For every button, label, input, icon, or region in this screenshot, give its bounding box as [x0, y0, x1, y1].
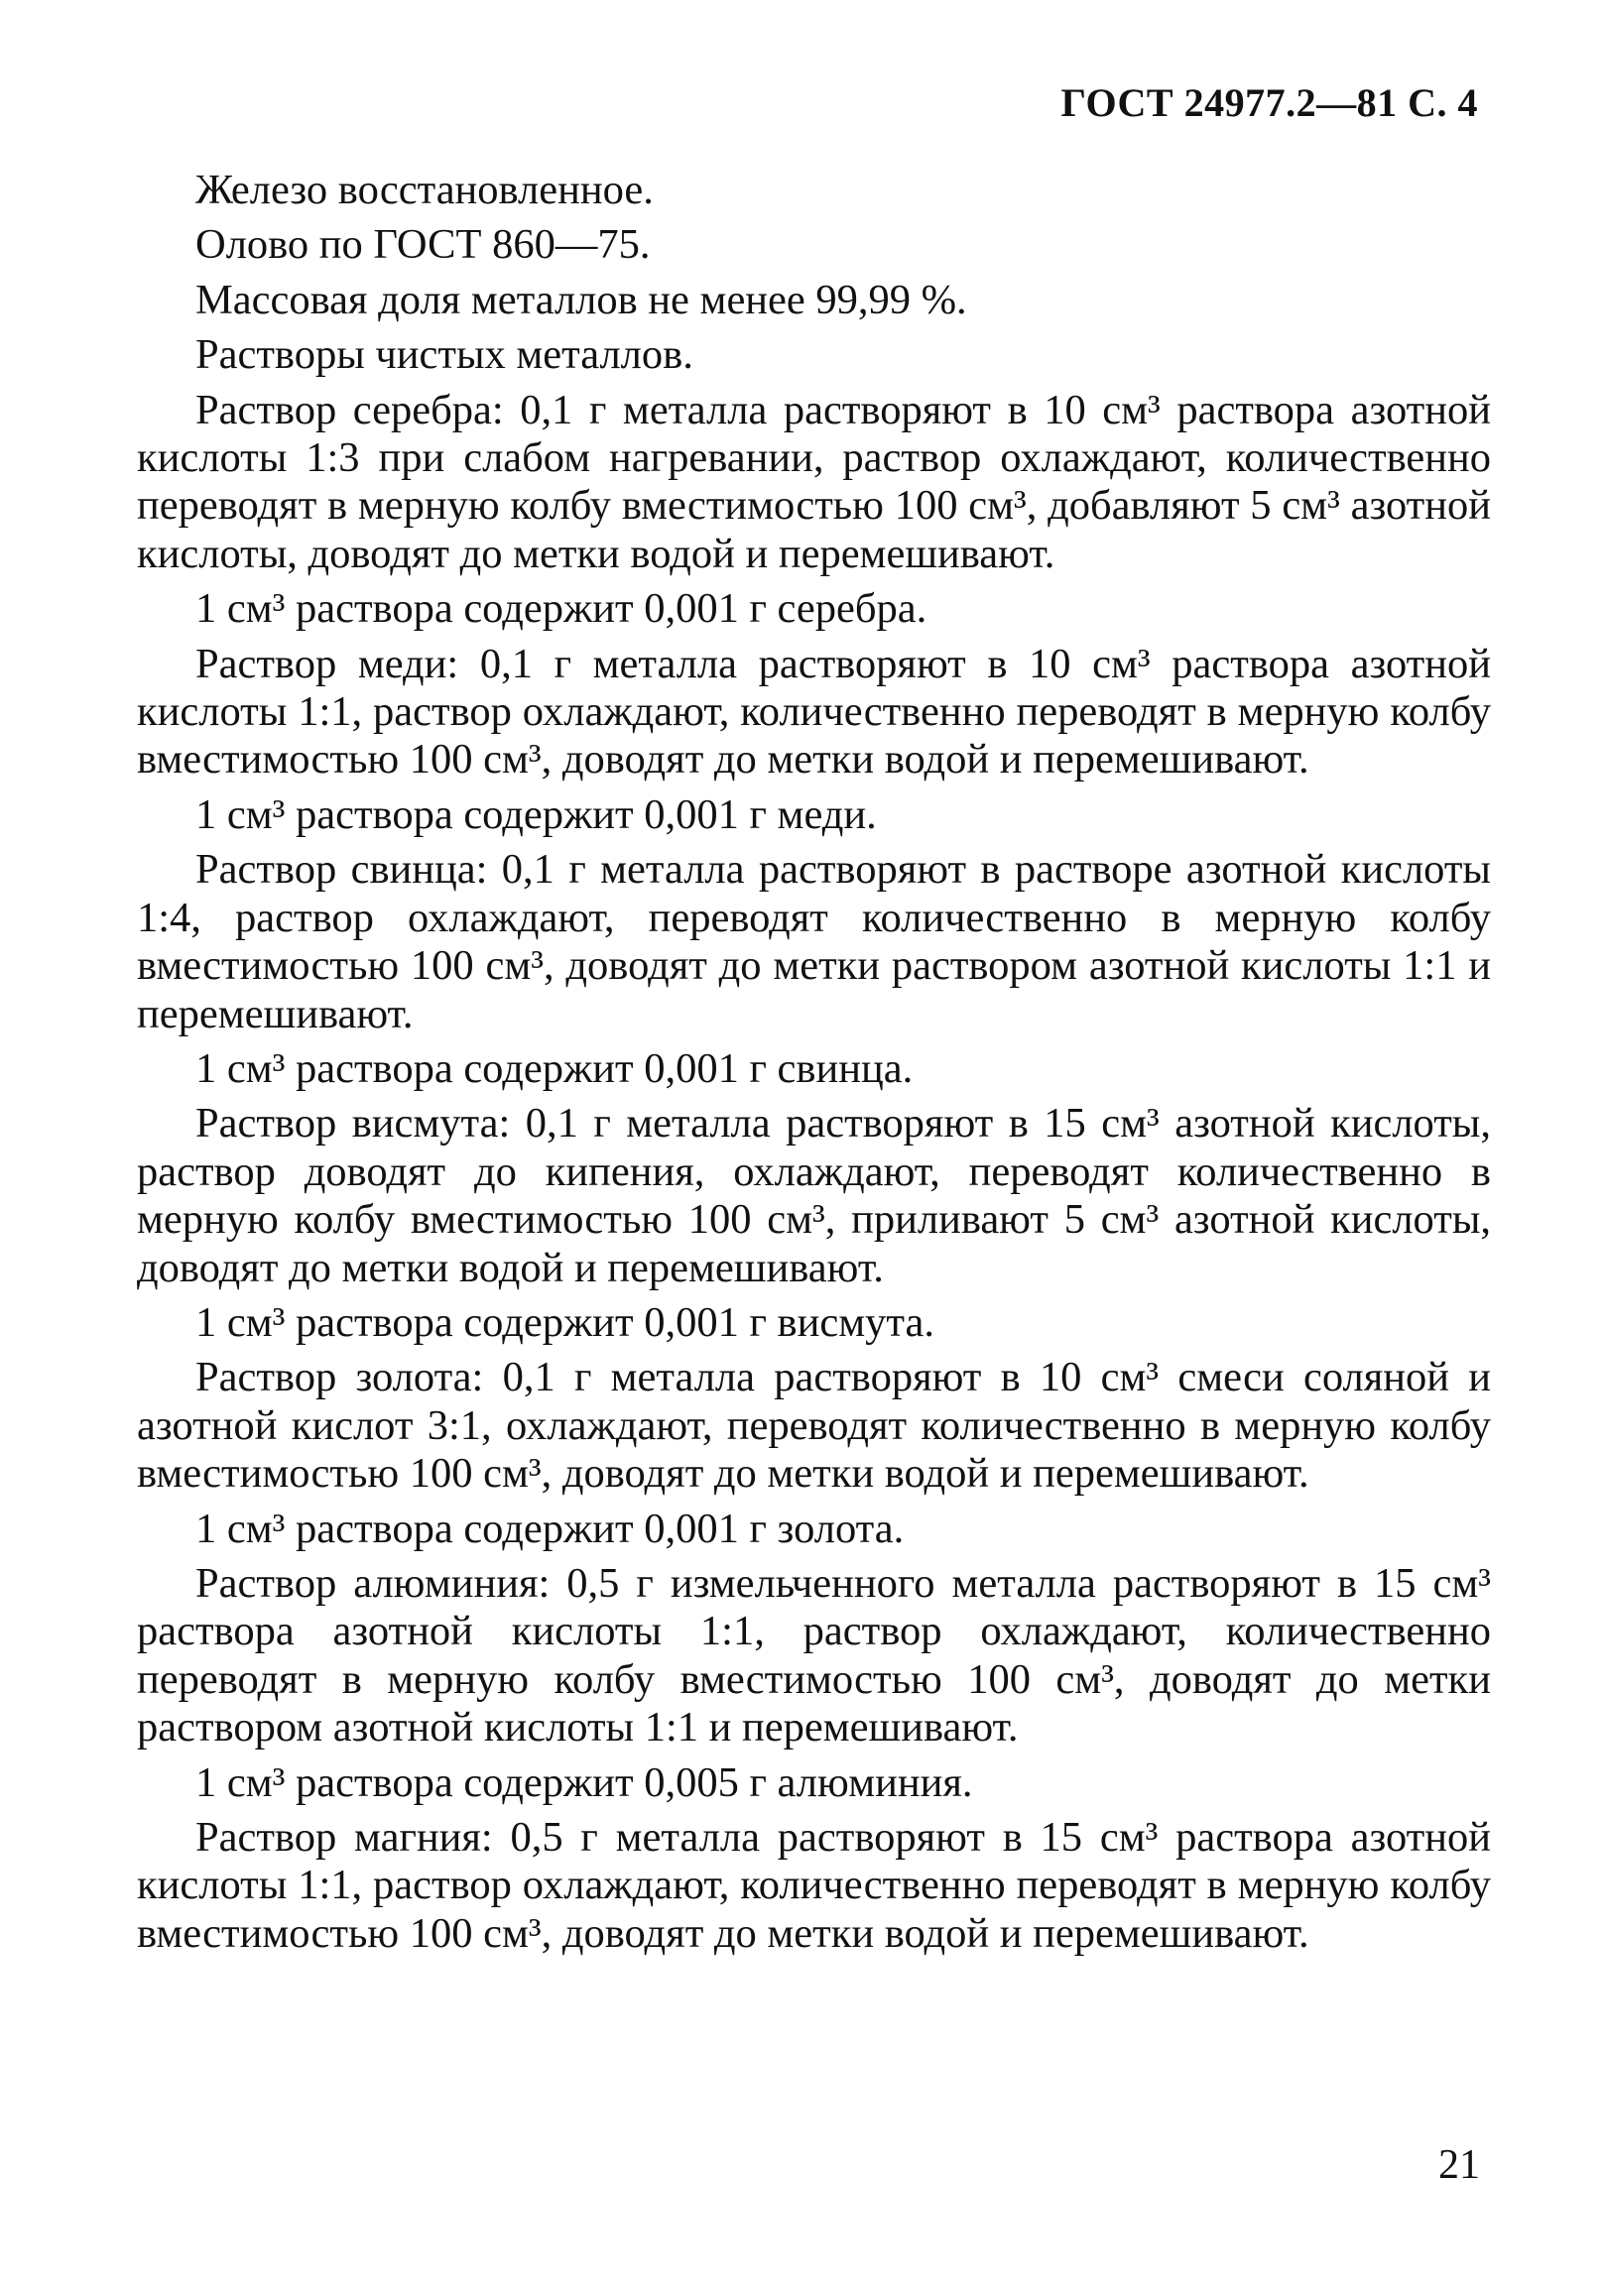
page-header: ГОСТ 24977.2—81 С. 4 [1060, 80, 1478, 125]
paragraph-reduced-iron: Железо восстановленное. [195, 167, 654, 213]
paragraph-magnesium-solution: Раствор магния: 0,5 г металла растворяют в 15 см³ раствора азотной кислоты 1:1, раствор охлаждают, количественно переводят в мерную колбу вместимостью 100 см³, доводят до метки водой и перемешивают. [137, 1814, 1491, 1957]
paragraph-lead-content: 1 см³ раствора содержит 0,001 г свинца. [195, 1044, 914, 1092]
paragraph-aluminium-solution: Раствор алюминия: 0,5 г измельченного металла растворяют в 15 см³ раствора азотной кислоты 1:1, раствор охлаждают, количественно переводят в мерную колбу вместимостью 100 см³, доводят до метки раствором азотной кислоты 1:1 и перемешивают. [137, 1559, 1491, 1752]
paragraph-copper-content: 1 см³ раствора содержит 0,001 г меди. [195, 790, 877, 838]
paragraph-pure-metal-solutions: Растворы чистых металлов. [195, 331, 693, 379]
paragraph-silver-content: 1 см³ раствора содержит 0,001 г серебра. [195, 585, 927, 633]
paragraph-gold-solution: Раствор золота: 0,1 г металла растворяют в 10 см³ смеси соляной и азотной кислот 3:1, охлаждают, переводят количественно в мерную колбу вместимостью 100 см³, доводят до метки водой и перемешивают. [137, 1354, 1491, 1498]
paragraph-lead-solution: Раствор свинца: 0,1 г металла растворяют в растворе азотной кислоты 1:4, раствор охлаждают, переводят количественно в мерную колбу вместимостью 100 см³, доводят до метки раствором азотной кислоты 1:1 и перемешивают. [137, 846, 1491, 1037]
paragraph-copper-solution: Раствор меди: 0,1 г металла растворяют в 10 см³ раствора азотной кислоты 1:1, раствор охлаждают, количественно переводят в мерную колбу вместимостью 100 см³, доводят до метки водой и перемешивают. [137, 640, 1491, 784]
paragraph-gold-content: 1 см³ раствора содержит 0,001 г золота. [195, 1505, 905, 1552]
page-number: 21 [1438, 2142, 1480, 2188]
paragraph-bismuth-content: 1 см³ раствора содержит 0,001 г висмута. [195, 1298, 934, 1346]
paragraph-metal-purity: Массовая доля металлов не менее 99,99 %. [195, 276, 967, 323]
paragraph-silver-solution: Раствор серебра: 0,1 г металла растворяют в 10 см³ раствора азотной кислоты 1:3 при слабом нагревании, раствор охлаждают, количественно переводят в мерную колбу вместимостью 100 см³, добавляют 5 см³ азотной кислоты, доводят до метки водой и перемешивают. [137, 386, 1491, 577]
paragraph-bismuth-solution: Раствор висмута: 0,1 г металла растворяют в 15 см³ азотной кислоты, раствор доводят до кипения, охлаждают, переводят количественно в мерную колбу вместимостью 100 см³, приливают 5 см³ азотной кислоты, доводят до метки водой и перемешивают. [137, 1100, 1491, 1291]
body-text [137, 167, 1491, 1958]
paragraph-tin: Олово по ГОСТ 860—75. [195, 221, 651, 269]
paragraph-aluminium-content: 1 см³ раствора содержит 0,005 г алюминия. [195, 1758, 973, 1806]
